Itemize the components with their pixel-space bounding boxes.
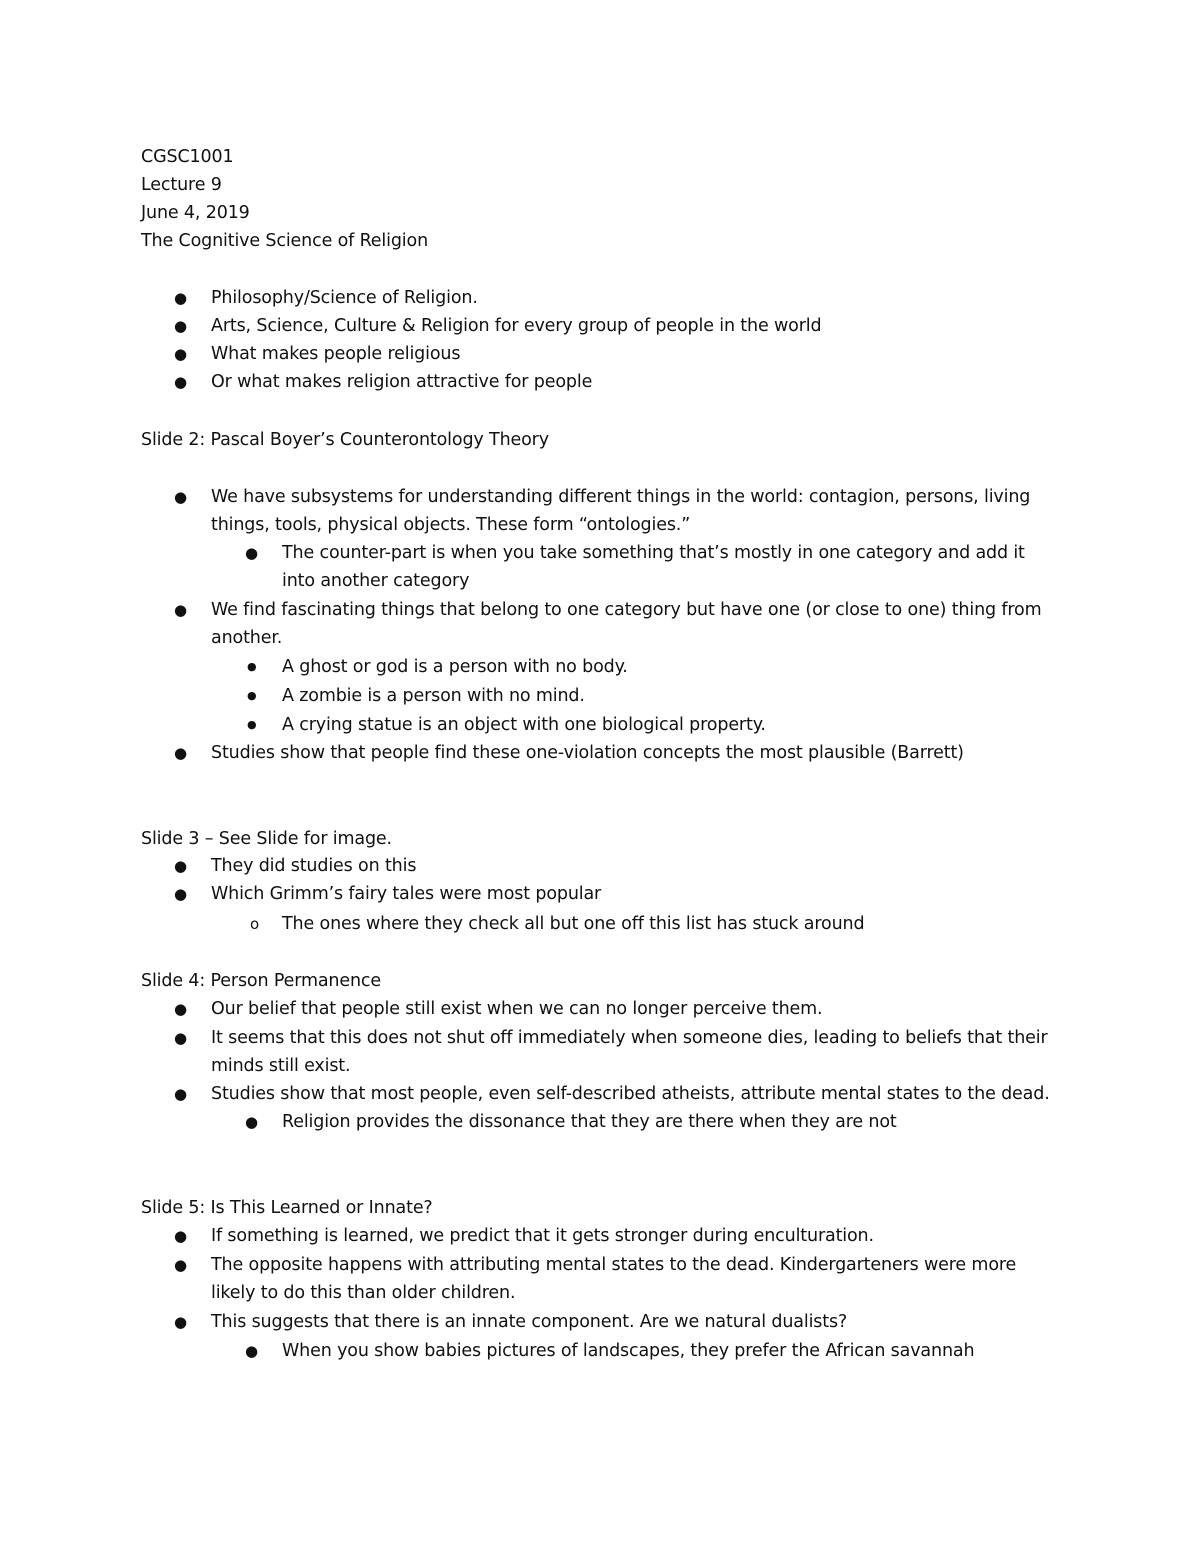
- slide2-example-2: A zombie is a person with no mind.: [282, 686, 585, 706]
- intro-bullet-3: What makes people religious: [211, 344, 461, 364]
- intro-bullet-4: Or what makes religion attractive for people: [211, 372, 593, 392]
- bullet-marker: ●: [174, 317, 188, 335]
- bullet-marker: ●: [174, 1085, 188, 1103]
- slide2-heading: Slide 2: Pascal Boyer’s Counterontology Theory: [141, 430, 549, 450]
- slide2-bullet-1-line-2: things, tools, physical objects. These form “ontologies.”: [211, 515, 691, 535]
- slide2-sub-bullet-line-1: The counter-part is when you take something that’s mostly in one category and add it: [282, 543, 1025, 563]
- bullet-marker: ●: [174, 885, 188, 903]
- bullet-marker: ●: [174, 345, 188, 363]
- slide5-bullet-2-line-1: The opposite happens with attributing mental states to the dead. Kindergarteners were more: [211, 1255, 1017, 1275]
- bullet-marker: ●: [245, 1342, 259, 1360]
- slide4-sub-bullet: Religion provides the dissonance that they are there when they are not: [282, 1112, 897, 1132]
- bullet-marker: ●: [247, 660, 257, 673]
- slide2-bullet-3: Studies show that people find these one-violation concepts the most plausible (Barrett): [211, 743, 964, 763]
- slide4-bullet-2-line-1: It seems that this does not shut off immediately when someone dies, leading to beliefs that their: [211, 1028, 1048, 1048]
- slide5-bullet-3: This suggests that there is an innate component. Are we natural dualists?: [211, 1312, 848, 1332]
- bullet-marker: ●: [174, 857, 188, 875]
- bullet-marker: ●: [174, 601, 188, 619]
- bullet-marker: ●: [174, 488, 188, 506]
- sub-bullet-marker: o: [250, 915, 260, 933]
- slide5-bullet-2-line-2: likely to do this than older children.: [211, 1283, 516, 1303]
- slide5-sub-bullet: When you show babies pictures of landscapes, they prefer the African savannah: [282, 1341, 975, 1361]
- slide5-heading: Slide 5: Is This Learned or Innate?: [141, 1198, 433, 1218]
- bullet-marker: ●: [174, 289, 188, 307]
- slide2-example-1: A ghost or god is a person with no body.: [282, 657, 628, 677]
- intro-bullet-2: Arts, Science, Culture & Religion for every group of people in the world: [211, 316, 822, 336]
- slide2-example-3: A crying statue is an object with one biological property.: [282, 715, 766, 735]
- lecture-date: June 4, 2019: [141, 203, 250, 223]
- bullet-marker: ●: [245, 544, 259, 562]
- bullet-marker: ●: [174, 1227, 188, 1245]
- bullet-marker: ●: [174, 1256, 188, 1274]
- slide3-heading: Slide 3 – See Slide for image.: [141, 829, 392, 849]
- slide3-bullet-2: Which Grimm’s fairy tales were most popular: [211, 884, 602, 904]
- document-title: The Cognitive Science of Religion: [141, 231, 429, 251]
- course-code: CGSC1001: [141, 147, 234, 167]
- bullet-marker: ●: [174, 1000, 188, 1018]
- slide4-bullet-3: Studies show that most people, even self-described atheists, attribute mental states to the dead.: [211, 1084, 1050, 1104]
- slide2-bullet-1-line-1: We have subsystems for understanding different things in the world: contagion, persons, living: [211, 487, 1031, 507]
- bullet-marker: ●: [174, 744, 188, 762]
- slide2-bullet-2-line-1: We find fascinating things that belong to one category but have one (or close to one) thing from: [211, 600, 1042, 620]
- lecture-number: Lecture 9: [141, 175, 222, 195]
- slide5-bullet-1: If something is learned, we predict that it gets stronger during enculturation.: [211, 1226, 874, 1246]
- slide2-sub-bullet-line-2: into another category: [282, 571, 470, 591]
- bullet-marker: ●: [247, 689, 257, 702]
- bullet-marker: ●: [247, 718, 257, 731]
- slide2-bullet-2-line-2: another.: [211, 628, 283, 648]
- bullet-marker: ●: [174, 1313, 188, 1331]
- slide4-bullet-2-line-2: minds still exist.: [211, 1056, 351, 1076]
- intro-bullet-1: Philosophy/Science of Religion.: [211, 288, 478, 308]
- slide4-heading: Slide 4: Person Permanence: [141, 971, 382, 991]
- slide4-bullet-1: Our belief that people still exist when we can no longer perceive them.: [211, 999, 823, 1019]
- bullet-marker: ●: [174, 373, 188, 391]
- bullet-marker: ●: [174, 1029, 188, 1047]
- slide3-sub-bullet: The ones where they check all but one off this list has stuck around: [282, 914, 865, 934]
- slide3-bullet-1: They did studies on this: [211, 856, 417, 876]
- bullet-marker: ●: [245, 1113, 259, 1131]
